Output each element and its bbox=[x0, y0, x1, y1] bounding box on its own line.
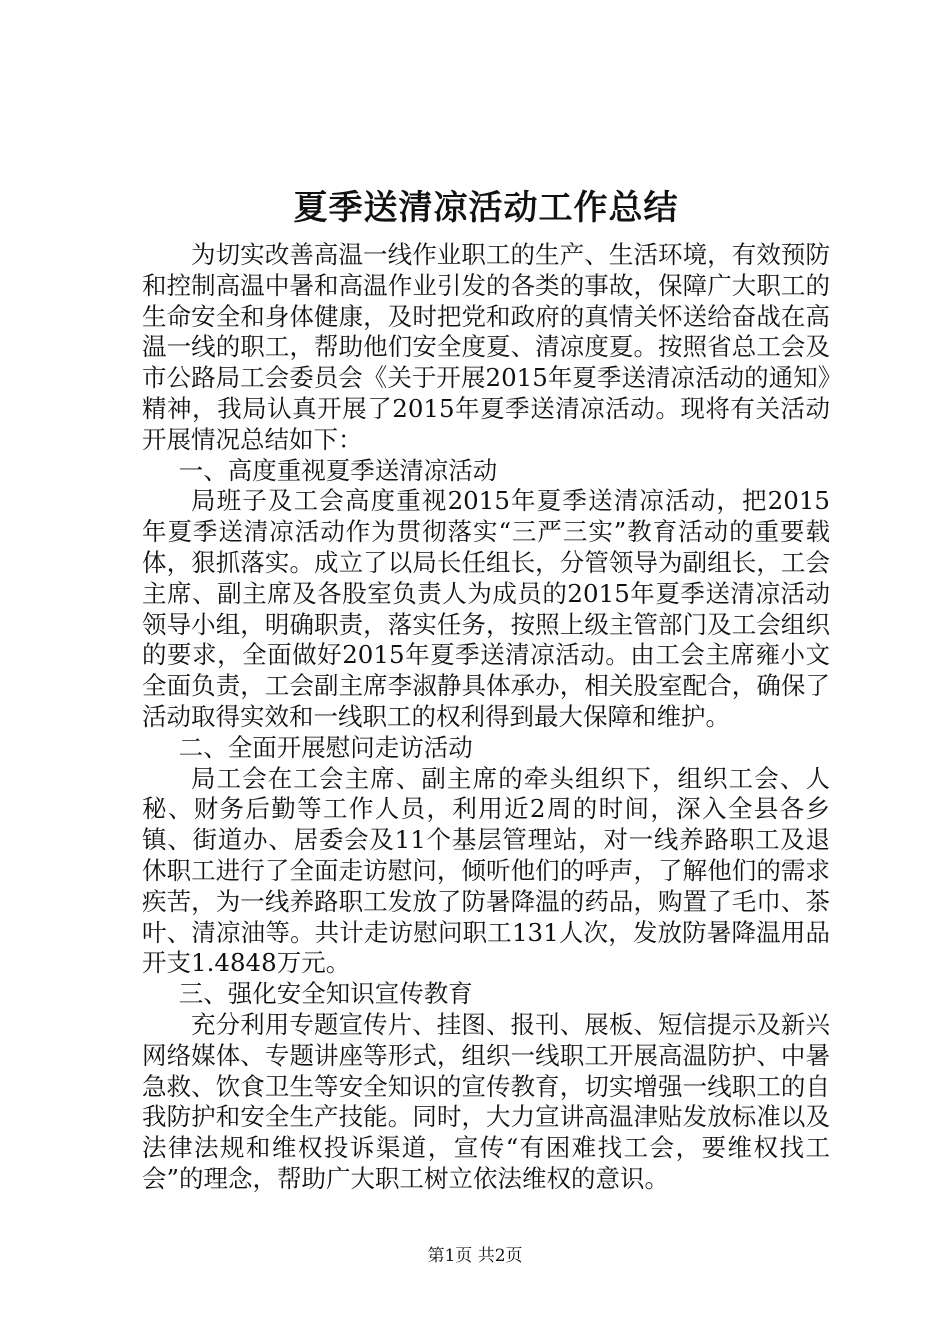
intro-paragraph: 为切实改善高温一线作业职工的生产、生活环境，有效预防和控制高温中暑和高温作业引发的各类的事故，保障广大职工的生命安全和身体健康，及时把党和政府的真情关怀送给奋战在高温一线的职工，帮助他们安全度夏、清凉度夏。按照省总工会及市公路局工会委员会《关于开展2015年夏季送清凉活动的通知》精神，我局认真开展了2015年夏季送清凉活动。现将有关活动开展情况总结如下： bbox=[142, 240, 830, 454]
document-title: 夏季送清凉活动工作总结 bbox=[293, 188, 679, 228]
section-heading-3: 三、强化安全知识宣传教育 bbox=[178, 979, 473, 1009]
document-page bbox=[142, 180, 830, 1195]
section-body-3: 充分利用专题宣传片、挂图、报刊、展板、短信提示及新兴网络媒体、专题讲座等形式，组织一线职工开展高温防护、中暑急救、饮食卫生等安全知识的宣传教育，切实增强一线职工的自我防护和安全生产技能。同时，大力宣讲高温津贴发放标准以及法律法规和维权投诉渠道，宣传“有困难找工会，要维权找工会”的理念，帮助广大职工树立依法维权的意识。 bbox=[142, 1009, 830, 1193]
section-heading-2: 二、全面开展慰问走访活动 bbox=[178, 732, 473, 762]
page-footer: 第1页 共2页 bbox=[427, 1246, 523, 1266]
section-heading-1: 一、高度重视夏季送清凉活动 bbox=[178, 455, 498, 485]
section-body-1: 局班子及工会高度重视2015年夏季送清凉活动，把2015年夏季送清凉活动作为贯彻落实“三严三实”教育活动的重要载体，狠抓落实。成立了以局长任组长，分管领导为副组长，工会主席、副主席及各股室负责人为成员的2015年夏季送清凉活动领导小组，明确职责，落实任务，按照上级主管部门及工会组织的要求，全面做好2015年夏季送清凉活动。由工会主席雍小文全面负责，工会副主席李淑静具体承办，相关股室配合，确保了活动取得实效和一线职工的权利得到最大保障和维护。 bbox=[142, 486, 830, 731]
section-body-2: 局工会在工会主席、副主席的牵头组织下，组织工会、人秘、财务后勤等工作人员，利用近2周的时间，深入全县各乡镇、街道办、居委会及11个基层管理站，对一线养路职工及退休职工进行了全面走访慰问，倾听他们的呼声，了解他们的需求疾苦，为一线养路职工发放了防暑降温的药品，购置了毛巾、茶叶、清凉油等。共计走访慰问职工131人次，发放防暑降温用品开支1.4848万元。 bbox=[142, 763, 830, 978]
